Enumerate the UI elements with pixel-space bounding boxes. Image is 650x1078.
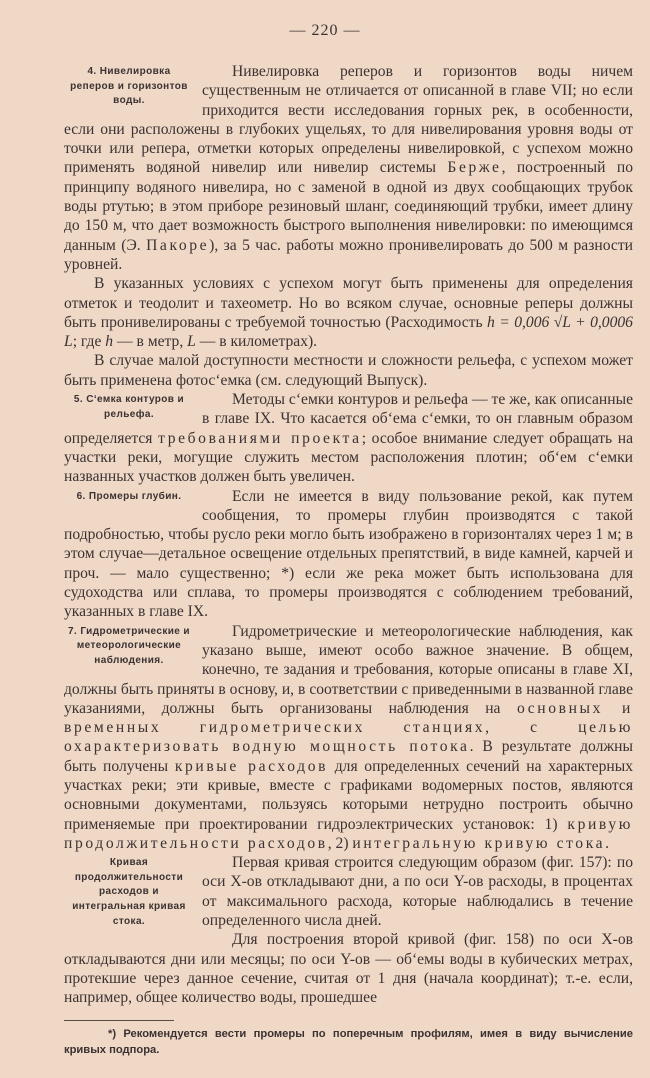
spaced-text: интегральную кривую стока	[352, 834, 606, 852]
text: Гидрометрические и метеорологические наблюдения, как указано выше, имеют особо важное значение. В общем, конечно, те задания и требования, которые описаны в главе XI, должны быть приняты в основу, и, в соответствии с приведенными в названной главе указаниями, должны быть организованы наблюдения на	[64, 622, 633, 717]
text: ; особое внимание следует обращать на участки реки, могущие служить местом расположения плотин; обʻем сʻемки названных участков должен быть увеличен.	[64, 429, 634, 486]
footnote-divider	[64, 1020, 174, 1021]
text: .	[605, 834, 610, 852]
formula-var: h	[105, 333, 114, 351]
section-6	[64, 487, 633, 622]
page-number: — 220 —	[289, 22, 361, 39]
paragraph	[64, 622, 633, 854]
paragraph	[64, 853, 633, 930]
paragraph	[64, 390, 633, 486]
margin-note: 4. Нивелировка реперов и горизонтов воды.	[70, 66, 188, 107]
spaced-text: требованиями проекта	[158, 429, 362, 447]
paragraph: В случае малой доступности местности и сложности рельефа, с успехом может быть применена фотосʻемка (см. следующий Выпуск).	[64, 352, 633, 389]
spaced-text: основных и временных гидрометрических станциях, с целью охарактеризовать водную мощность потока	[64, 699, 633, 756]
paragraph	[64, 274, 633, 351]
margin-note: 6. Промеры глубин.	[76, 490, 182, 502]
paragraph: Для построения второй кривой (фиг. 158) по оси X-ов откладываются дни или месяцы; по оси Y-ов — обʻемы воды в кубических метрах, протекшие через данное сечение, считая от 1 дня (начала координат); т.-е. если, например, общее количество воды, прошедшее	[64, 931, 633, 1007]
spaced-text: кривые расходов	[174, 757, 329, 775]
page-content	[64, 62, 633, 1078]
text: . В результате должны быть получены	[64, 738, 633, 775]
spaced-text: Берже	[447, 159, 502, 177]
spaced-text: кривую продолжительности расходов	[64, 815, 633, 852]
text: , 2)	[327, 834, 353, 852]
text: ; где	[72, 333, 106, 351]
paragraph	[64, 487, 633, 622]
formula: h = 0,006 √L + 0,0006 L	[64, 313, 633, 351]
text: — в километрах).	[195, 333, 318, 351]
text: ), за 5 час. работы можно пронивелировать до 500 м разности уровней.	[64, 236, 633, 273]
section-8	[64, 853, 633, 1007]
formula-var: L	[187, 333, 196, 351]
text: В указанных условиях с успехом могут быть применены для определения отметок и теодолит и тахеометр. Но во всяком случае, основные реперы должны быть пронивелированы с требуемой точностью (Расходимость	[64, 275, 633, 331]
text: — в метр,	[113, 333, 188, 351]
paragraph	[64, 62, 633, 274]
page-body	[64, 62, 633, 1008]
spaced-text: Пакоре	[146, 236, 210, 254]
text: Методы сʻемки контуров и рельефа — те же, как описанные в главе IX. Что касается обʻема сʻемки, то он главным образом определяется	[64, 391, 633, 447]
section-4	[64, 62, 633, 390]
text: Нивелировка реперов и горизонтов воды ничем существенным не отличается от описанной в главе VII; но если приходится вести исследования горных рек, в особенности, если они расположены в глубоких ущельях, то для нивелирования уровня воды от точки или репера, отметки которых определены нивелировкой, с успехом можно применять водяной нивелир или нивелир системы	[64, 63, 633, 177]
text: Если не имеется в виду пользование рекой, как путем сообщения, то промеры глубин производятся с такой подробностью, чтобы русло реки могло быть изображено в горизонталях через 1 м; в этом случае—детальное освещение отдельных препятствий, в виде камней, карчей и проч. — мало существенно; *) если же река может быть использована для судоходства или сплава, то промеры производятся с соблюдением требований, указанных в главе IX.	[64, 487, 633, 621]
text: , построенный по принципу водяного нивелира, но с заменой в одной из двух сообщающих трубок воды ртутью; в этом приборе резиновый шланг, соединяющий трубки, имеет длину до 150 м, что дает возможность быстрого выполнения нивелировки: по имеющимся данным (Э.	[64, 159, 634, 254]
footnote: *) Рекомендуется вести промеры по поперечным профилям, имея в виду вычисление кривых подпора.	[64, 1027, 633, 1056]
margin-note: Кривая продолжительности расходов и интегральная кривая стока.	[72, 857, 186, 927]
section-7	[64, 622, 633, 854]
margin-note: 7. Гидрометрические и метеорологические наблюдения.	[68, 625, 190, 666]
text: Первая кривая строится следующим образом (фиг. 157): по оси X-ов откладывают дни, а по оси Y-ов расходы, в процентах от максимального расхода, которые наблюдались в течение определенного числа дней.	[202, 854, 633, 930]
section-5	[64, 390, 633, 486]
margin-note: 5. Сʻемка контуров и рельефа.	[73, 394, 185, 420]
text: для определенных сечений на характерных участках реки; эти кривые, вместе с графиками водомерных постов, являются основными документами, пользуясь которыми нетрудно построить обычно применяемые при проектировании гидроэлектрических установок: 1)	[64, 757, 633, 833]
